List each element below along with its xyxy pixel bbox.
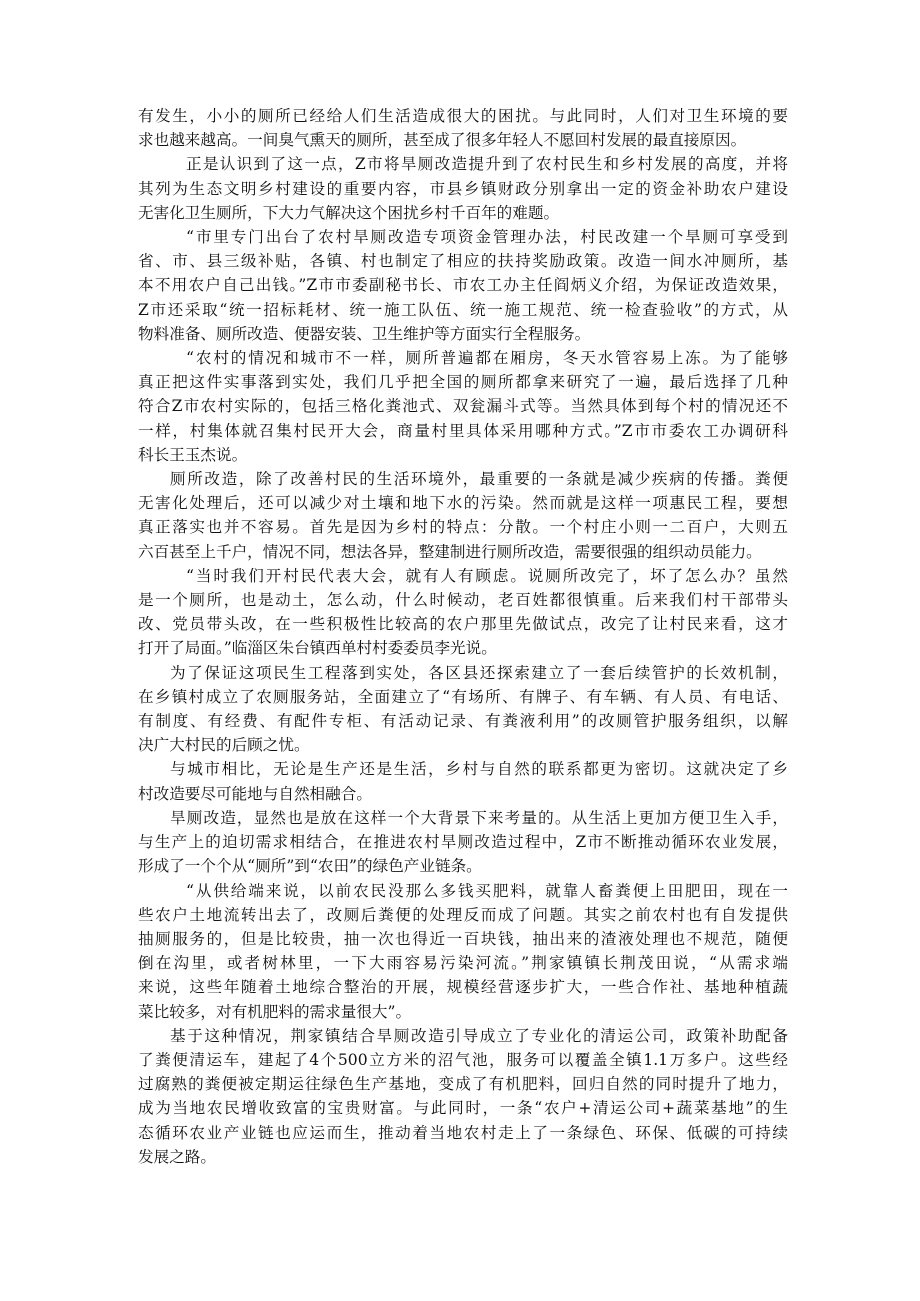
text-line: 村改造要尽可能地与自然相融合。	[138, 784, 372, 803]
text-line: 形成了一个个从“厕所”到“农田”的绿色产业链条。	[138, 857, 482, 876]
text-line: 抽厕服务的，但是比较贵，抽一次也得近一百块钱，抽出来的渣液处理也不规范，随便	[138, 929, 788, 948]
text-line: 无害化卫生厕所，下大力气解决这个困扰乡村千百年的难题。	[138, 203, 560, 222]
text-line: 了粪便清运车，建起了4个500立方米的沼气池，服务可以覆盖全镇1.1万多户。这些经	[138, 1050, 788, 1069]
text-line: “农村的情况和城市不一样，厕所普遍都在厢房，冬天水管容易上冻。为了能够	[186, 349, 788, 368]
paragraph	[138, 1024, 788, 1169]
text-line: 在乡镇村成立了农厕服务站，全面建立了“有场所、有牌子、有车辆、有人员、有电话、	[138, 687, 788, 706]
text-line: 打开了局面。”临淄区朱台镇西单村村委委员李光说。	[138, 639, 497, 658]
text-line: 符合Z市农村实际的，包括三格化粪池式、双瓮漏斗式等。当然具体到每个村的情况还不	[138, 397, 788, 416]
paragraph	[138, 661, 788, 758]
text-line: 求也越来越高。一间臭气熏天的厕所，甚至成了很多年轻人不愿回村发展的最直接原因。	[138, 131, 747, 150]
text-line: 些农户土地流转出去了，改厕后粪便的处理反而成了问题。其实之前农村也有自发提供	[138, 905, 788, 924]
text-line: 旱厕改造，显然也是放在这样一个大背景下来考量的。从生活上更加方便卫生入手，	[170, 808, 788, 827]
text-line: 一样，村集体就召集村民开大会，商量村里具体采用哪种方式。”Z市市委农工办调研科	[138, 421, 788, 440]
text-line: “市里专门出台了农村旱厕改造专项资金管理办法，村民改建一个旱厕可享受到	[186, 228, 788, 247]
text-line: “当时我们开村民代表大会，就有人有顾虑。说厕所改完了，坏了怎么办？虽然	[186, 566, 788, 585]
text-line: 真正落实也并不容易。首先是因为乡村的特点：分散。一个村庄小则一二百户，大则五	[138, 518, 788, 537]
text-line: 菜比较多，对有机肥料的需求量很大”。	[138, 1002, 412, 1021]
text-line: 其列为生态文明乡村建设的重要内容，市县乡镇财政分别拿出一定的资金补助农户建设	[138, 179, 788, 198]
paragraph	[138, 346, 788, 467]
text-line: 为了保证这项民生工程落到实处，各区县还探索建立了一套后续管护的长效机制，	[170, 663, 788, 682]
text-line: 过腐熟的粪便被定期运往绿色生产基地，变成了有机肥料，回归自然的同时提升了地力，	[138, 1075, 788, 1094]
text-line: 有制度、有经费、有配件专柜、有活动记录、有粪液利用”的改厕管护服务组织，以解	[138, 712, 788, 731]
text-line: 态循环农业产业链也应运而生，推动着当地农村走上了一条绿色、环保、低碳的可持续	[138, 1123, 788, 1142]
text-line: 正是认识到了这一点，Z市将旱厕改造提升到了农村民生和乡村发展的高度，并将	[186, 155, 788, 174]
paragraph	[138, 104, 788, 152]
text-line: Z市还采取“统一招标耗材、统一施工队伍、统一施工规范、统一检查验收”的方式，从	[138, 300, 788, 319]
paragraph	[138, 225, 788, 346]
text-line: 本不用农户自己出钱。”Z市市委副秘书长、市农工办主任阎炳义介绍，为保证改造效果，	[138, 276, 788, 295]
text-line: 倒在沟里，或者树林里，一下大雨容易污染河流。”荆家镇镇长荆茂田说，“从需求端	[138, 954, 788, 973]
text-line: 无害化处理后，还可以减少对土壤和地下水的污染。然而就是这样一项惠民工程，要想	[138, 494, 788, 513]
paragraph	[138, 152, 788, 225]
paragraph	[138, 467, 788, 564]
text-line: 成为当地农民增收致富的宝贵财富。与此同时，一条“农户+清运公司+蔬菜基地”的生	[138, 1099, 788, 1118]
text-line: “从供给端来说，以前农民没那么多钱买肥料，就靠人畜粪便上田肥田，现在一	[186, 881, 788, 900]
text-line: 发展之路。	[138, 1147, 216, 1166]
text-line: 与城市相比，无论是生产还是生活，乡村与自然的联系都更为密切。这就决定了乡	[170, 760, 788, 779]
text-line: 基于这种情况，荆家镇结合旱厕改造引导成立了专业化的清运公司，政策补助配备	[170, 1026, 788, 1045]
text-line: 改、党员带头改，在一些积极性比较高的农户那里先做试点，改完了让村民来看，这才	[138, 615, 788, 634]
paragraph	[138, 564, 788, 661]
text-line: 是一个厕所，也是动土，怎么动，什么时候动，老百姓都很慎重。后来我们村干部带头	[138, 591, 788, 610]
text-line: 与生产上的迫切需求相结合，在推进农村旱厕改造过程中，Z市不断推动循环农业发展，	[138, 833, 788, 852]
text-line: 科长王玉杰说。	[138, 445, 248, 464]
text-line: 六百甚至上千户，情况不同，想法各异，整建制进行厕所改造，需要很强的组织动员能力。	[138, 542, 762, 561]
text-line: 省、市、县三级补贴，各镇、村也制定了相应的扶持奖励政策。改造一间水冲厕所，基	[138, 252, 788, 271]
document-body	[138, 104, 788, 1169]
text-line: 物料准备、厕所改造、便器安装、卫生维护等方面实行全程服务。	[138, 324, 591, 343]
paragraph	[138, 757, 788, 805]
text-line: 厕所改造，除了改善村民的生活环境外，最重要的一条就是减少疾病的传播。粪便	[170, 470, 788, 489]
paragraph	[138, 879, 788, 1024]
paragraph	[138, 806, 788, 879]
text-line: 有发生，小小的厕所已经给人们生活造成很大的困扰。与此同时，人们对卫生环境的要	[138, 107, 788, 125]
text-line: 真正把这件实事落到实处，我们几乎把全国的厕所都拿来研究了一遍，最后选择了几种	[138, 373, 788, 392]
text-line: 决广大村民的后顾之忧。	[138, 736, 310, 755]
text-line: 来说，这些年随着土地综合整治的开展，规模经营逐步扩大，一些合作社、基地种植蔬	[138, 978, 788, 997]
